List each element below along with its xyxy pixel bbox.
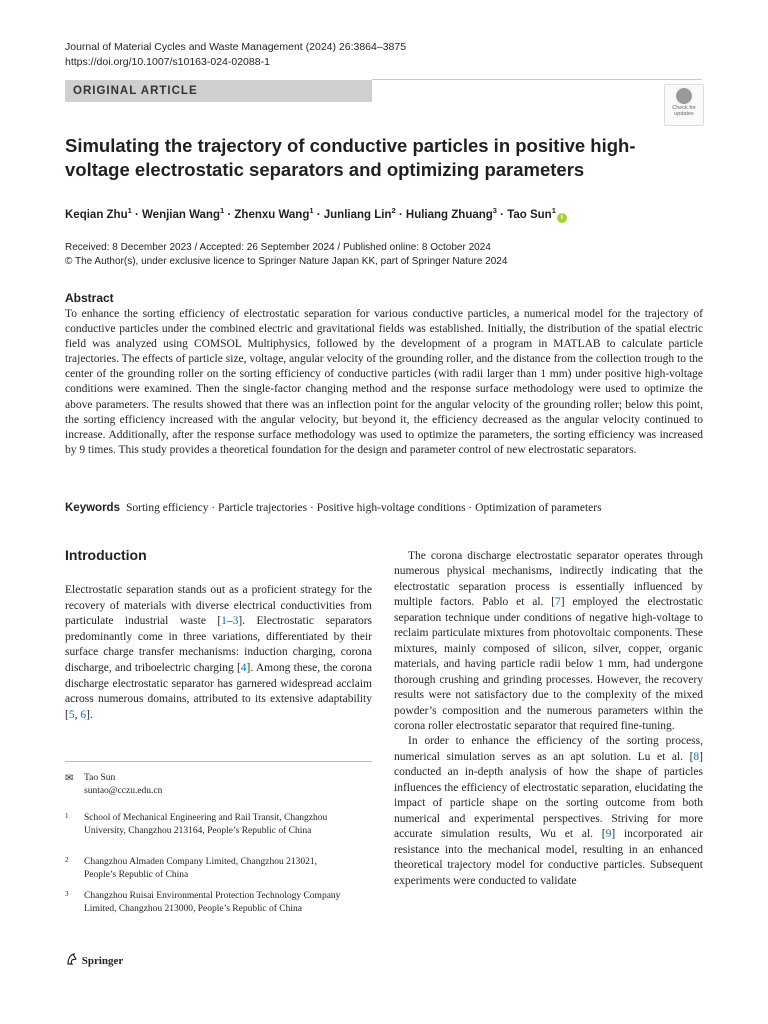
citation-link[interactable]: 8 bbox=[693, 750, 700, 763]
author-list: Keqian Zhu$^1$ · Wenjian Wang$^1$ · Zhenxu Wang$^1$ · Junliang Lin$^2$ · Huliang Zhuang$^3$ · Tao Sun$^1$i bbox=[65, 203, 567, 223]
publisher-name: Springer bbox=[81, 955, 124, 967]
author-affiliation-mark: 1 bbox=[219, 206, 225, 215]
citation-link[interactable]: 1 bbox=[221, 615, 227, 628]
copyright-notice: © The Author(s), under exclusive licence to Springer Nature Japan KK, part of Springer Nature 2024 bbox=[65, 256, 508, 267]
author-affiliation-mark: 2 bbox=[391, 206, 396, 215]
affiliation-number: 2 bbox=[65, 856, 69, 864]
citation-link[interactable]: 7 bbox=[555, 596, 561, 609]
citation-link[interactable]: 5 bbox=[68, 708, 75, 721]
author-name[interactable]: Keqian Zhu bbox=[65, 208, 128, 221]
article-type-label: ORIGINAL ARTICLE bbox=[73, 85, 198, 97]
affiliation-text: School of Mechanical Engineering and Rail Transit, Changzhou University, Changzhou 213164, People’s Republic of China bbox=[84, 813, 328, 836]
author-affiliation-mark: 1 bbox=[309, 206, 314, 215]
introduction-paragraph: In order to enhance the efficiency of the sorting process, numerical simulation serves as an apt solution. Lu et al. [8] conducted an in-depth analysis of how the shape of particles influences the efficiency of electrostatic separation, elucidating the impact of particle shape on the sorting outcome from both numerical and experimental perspectives. Striving for more accurate simulation results, Wu et al. [9] incorporated air resistance into the mechanical model, resulting in an enhanced theoretical trajectory model for conductive particles. Subsequent experiments were conducted to validate bbox=[394, 735, 703, 887]
badge-line-2: updates bbox=[674, 111, 694, 117]
check-updates-icon bbox=[676, 88, 692, 104]
author-affiliation-mark: 1 bbox=[551, 206, 556, 215]
introduction-heading: Introduction bbox=[65, 547, 147, 563]
publisher-footer bbox=[65, 952, 123, 969]
introduction-left-paragraph: Electrostatic separation stands out as a proficient strategy for the recovery of materials with diverse electrical conductivities from particulate industrial waste [1–3]. Electrostatic separators predominantly come in three variations, differentiated by their surface charge transfer mechanisms: induction charging, corona discharge, and triboelectric charging [4]. Among these, the corona discharge electrostatic separator has garnered widespread acclaim across numerous domains, attributed to its extensive adaptability [5, 6]. bbox=[65, 584, 373, 721]
abstract-text: To enhance the sorting efficiency of electrostatic separation for various conductive particles, a numerical model for the trajectory of conductive particles under the combined electric and gravitational fields was established. Initially, the distribution of the spatial electric field was analyzed using COMSOL Multiphysics, followed by the development of a program in MATLAB to calculate particle trajectories. The effects of particle size, voltage, angular velocity of the grounding roller, and the distance from the collection trough to the center of the grounding roller on the sorting efficiency of conductive particles (with radii larger than 1 mm) under positive high-voltage conditions were examined. Then the single-factor changing method and the response surface methodology were used to optimize the above parameters. The results showed that there was an inflection point for the angular velocity of the grounding roller; below this point, the sorting efficiency increased with the angular velocity, but beyond it, the efficiency decreased as the angular velocity continued to increase. Additionally, after the response surface methodology was used to optimize the parameters, the sorting efficiency was increased by 9 times. This study provides a theoretical foundation for the design and parameter control of new electrostatic separators. bbox=[65, 308, 703, 456]
citation-link[interactable]: 6 bbox=[80, 708, 87, 721]
citation-link[interactable]: 9 bbox=[605, 828, 612, 841]
correspondence-block bbox=[65, 772, 162, 798]
author-name[interactable]: Tao Sun bbox=[507, 208, 552, 221]
footnote-divider bbox=[65, 761, 372, 762]
article-type-banner bbox=[65, 80, 372, 102]
journal-citation: Journal of Material Cycles and Waste Management (2024) 26:3864–3875 bbox=[65, 41, 407, 53]
keywords bbox=[65, 501, 705, 516]
affiliation-number: 3 bbox=[65, 890, 69, 898]
article-title: Simulating the trajectory of conductive particles in positive high-voltage electrostatic separators and optimizing parameters bbox=[65, 135, 636, 180]
affiliation-text: Changzhou Ruisai Environmental Protection Technology Company Limited, Changzhou 213000, People’s Republic of China bbox=[84, 891, 341, 914]
check-for-updates-badge[interactable] bbox=[664, 84, 704, 126]
corresponding-email[interactable]: suntao@cczu.edu.cn bbox=[84, 786, 163, 796]
abstract-heading: Abstract bbox=[65, 291, 114, 305]
badge-line-1: Check for bbox=[672, 105, 696, 111]
author-name[interactable]: Zhenxu Wang bbox=[234, 208, 310, 221]
author-name[interactable]: Wenjian Wang bbox=[142, 208, 220, 221]
author-affiliation-mark: 1 bbox=[127, 206, 132, 215]
author-name[interactable]: Junliang Lin bbox=[323, 208, 392, 221]
springer-horse-icon bbox=[65, 952, 79, 966]
author-affiliation-mark: 3 bbox=[492, 206, 497, 215]
introduction-right-column bbox=[394, 549, 703, 889]
envelope-icon: ✉ bbox=[65, 773, 74, 784]
corresponding-author: Tao Sun bbox=[84, 773, 116, 783]
citation-link[interactable]: 3 bbox=[232, 615, 239, 628]
doi-link[interactable]: https://doi.org/10.1007/s10163-024-02088-1 bbox=[65, 56, 270, 68]
keywords-text: Sorting efficiency · Particle trajectories · Positive high-voltage conditions · Optimization of parameters bbox=[125, 502, 602, 514]
publication-dates: Received: 8 December 2023 / Accepted: 26 September 2024 / Published online: 8 October 2024 bbox=[65, 242, 491, 253]
affiliation-number: 1 bbox=[65, 812, 69, 820]
keywords-label: Keywords bbox=[65, 502, 120, 514]
affiliation-text: Changzhou Almaden Company Limited, Changzhou 213021, People’s Republic of China bbox=[84, 857, 317, 880]
introduction-paragraph: The corona discharge electrostatic separator operates through numerous physical mechanisms, indirectly indicating that the electrostatic separation process is essentially influenced by multiple factors. Pablo et al. [7] employed the electrostatic separation technique under conditions of negative high-voltage to reclaim particulate mixtures from photovoltaic components. These mixtures, mainly composed of silicon, silver, copper, organic materials, and having particle radii below 1 mm, had undergone thorough crushing and grinding processes. However, the recovery results were not satisfactory due to the complexity of the mixed powder’s composition and the numerous parameters within the corona roller electrostatic separator that required fine-tuning. bbox=[394, 550, 704, 732]
orcid-icon[interactable]: i bbox=[557, 213, 567, 223]
author-name[interactable]: Huliang Zhuang bbox=[405, 208, 493, 221]
header-divider bbox=[372, 79, 702, 80]
citation-link[interactable]: 4 bbox=[240, 661, 247, 674]
